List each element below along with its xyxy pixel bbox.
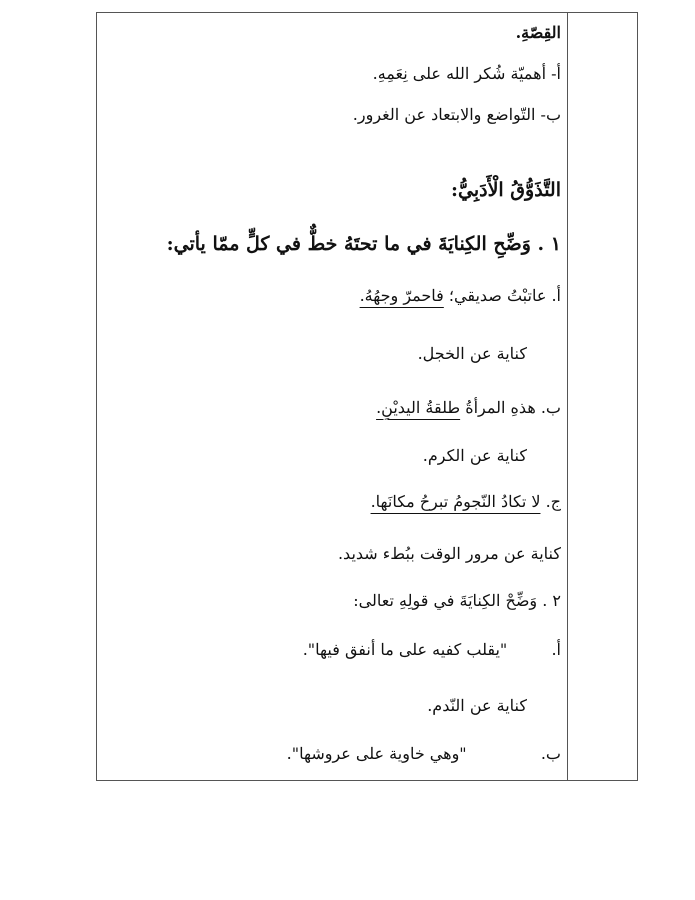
q2-item-b-marker: ب. — [540, 744, 561, 763]
value-text-a: أهميّة شُكر الله على نِعَمِهِ. — [372, 64, 547, 83]
q1-item-a — [360, 285, 561, 307]
q1-answer-a: كناية عن الخجل. — [417, 344, 527, 363]
value-marker-b: ب- — [540, 105, 561, 124]
q1-answer-b: كناية عن الكرم. — [422, 446, 527, 465]
q1-item-c — [371, 491, 561, 513]
q1-item-a-marker: أ. — [551, 286, 561, 305]
question-1-label: ١ . وَضِّحِ الكِنايَةَ في ما تحتَهُ خطٌّ في كلٍّ ممّا يأتي: — [166, 233, 561, 255]
lesson-table — [96, 12, 638, 781]
q1-item-b-marker: ب. — [540, 398, 561, 417]
q2-item-b-quote: "وهي خاوية على عروشها". — [286, 744, 467, 763]
q2-item-a-marker: أ. — [551, 640, 561, 659]
q1-item-b — [376, 397, 561, 419]
q2-answer-a: كناية عن النّدم. — [427, 696, 527, 715]
literary-taste-heading: التَّذَوُّقُ الْأَدَبِيُّ: — [450, 179, 561, 201]
value-text-b: التّواضع والابتعاد عن الغرور. — [352, 105, 536, 124]
q1-item-c-marker: ج. — [545, 492, 561, 511]
q1-item-c-underlined: لا تكادُ النّجومُ تبرحُ مكانَها. — [370, 492, 541, 511]
question-2-label: ٢ . وَضِّحْ الكِنايَةَ في قولِهِ تعالى: — [353, 591, 561, 610]
q1-item-b-text: هذهِ المرأةُ — [465, 398, 536, 417]
value-item-b — [353, 104, 561, 126]
q2-item-a — [303, 639, 561, 661]
q1-item-a-underlined: فاحمرّ وجهُهُ. — [359, 286, 444, 305]
q1-answer-c: كناية عن مرور الوقت ببُطء شديد. — [337, 544, 561, 563]
q2-item-a-quote: "يقلب كفيه على ما أنفق فيها". — [302, 640, 508, 659]
value-item-a — [373, 63, 561, 85]
topic-tail: القِصّةِ. — [515, 23, 561, 42]
q1-item-a-text: عاتبْتُ صديقي؛ — [448, 286, 547, 305]
q1-item-b-underlined: طلقةُ اليديْنِ. — [376, 398, 461, 417]
notes-column-divider — [567, 13, 568, 780]
value-marker-a: أ- — [551, 64, 561, 83]
q2-item-b — [287, 743, 561, 765]
